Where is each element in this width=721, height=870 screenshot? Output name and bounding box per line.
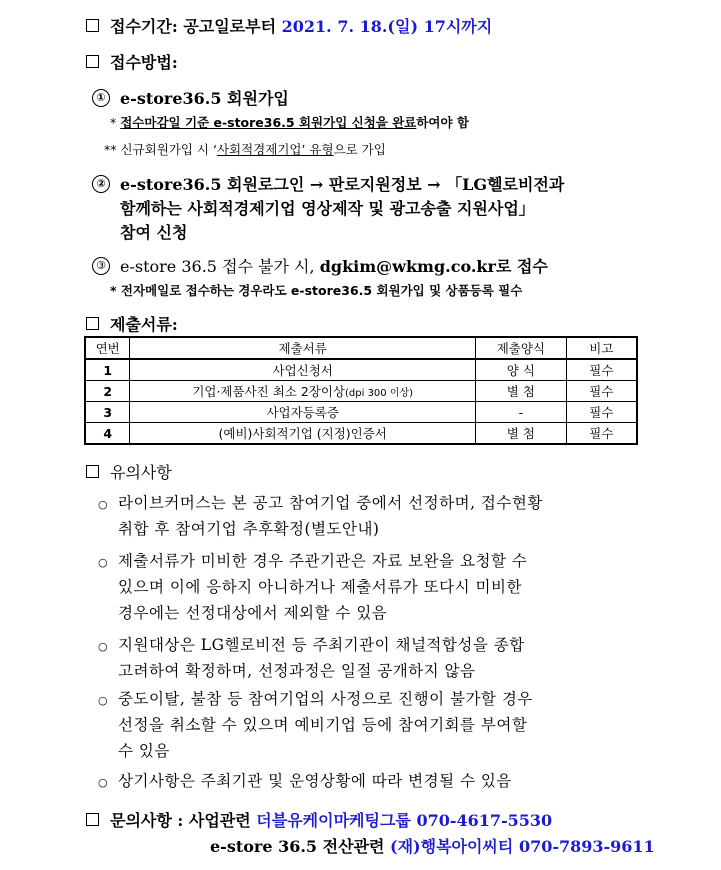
step1-note-2: ** 신규회원가입 시 ‘사회적경제기업’ 유형으로 가입 (104, 142, 386, 157)
bullet-circle-icon: ○ (98, 640, 108, 653)
bullet-circle-icon: ○ (98, 556, 108, 569)
bullet-circle-icon: ○ (98, 694, 108, 707)
checkbox-square-icon (86, 465, 99, 478)
contact-org-1: 더블유케이마케팅그룹 (256, 811, 411, 830)
method-label: 접수방법: (110, 53, 178, 72)
step2-line3: 참여 신청 (120, 223, 188, 242)
contact-phone-1: 070-4617-5530 (416, 811, 553, 830)
col-header-no: 연번 (85, 337, 130, 359)
deadline-label: 접수기간: (110, 17, 178, 36)
caution-item: 지원대상은 LG헬로비전 등 주최기관이 채널적합성을 종합 고려하여 확정하며, 선정과정은 일절 공개하지 않음 (118, 636, 525, 680)
section-cautions (86, 460, 172, 483)
table-row: 2 기업·제품사진 최소 2장이상(dpi 300 이상) 별 첨 필수 (85, 381, 637, 402)
method-step-3: ③ e-store 36.5 접수 불가 시, dgkim@wkmg.co.kr로 접수 (92, 254, 548, 277)
checkbox-square-icon (86, 55, 99, 68)
step1-note-underlined: 접수마감일 기준 e-store36.5 회원가입 신청을 완료 (120, 115, 417, 130)
method-step-2 (92, 172, 564, 195)
table-row: 4 (예비)사회적기업 (지정)인증서 별 첨 필수 (85, 423, 637, 445)
bullet-circle-icon: ○ (98, 498, 108, 511)
cautions-label: 유의사항 (110, 463, 172, 482)
circled-number-icon: ① (92, 89, 110, 107)
section-method (86, 50, 178, 73)
caution-item: 중도이탈, 불참 등 참여기업의 사정으로 진행이 불가할 경우 선정을 취소할 수 있으며 예비기업 등에 참여기회를 부여할 수 있음 (118, 690, 533, 760)
method-step-1 (92, 86, 289, 109)
contact-label: 문의사항 : (110, 811, 184, 830)
section-contact: 문의사항 : 사업관련 더블유케이마케팅그룹 070-4617-5530 (86, 808, 552, 831)
circled-number-icon: ③ (92, 257, 110, 275)
step2-line1: e-store36.5 회원로그인 → 판로지원정보 → 「LG헬로비전과 (120, 175, 565, 194)
col-header-note: 비고 (566, 337, 637, 359)
step1-text: e-store36.5 회원가입 (120, 89, 289, 108)
col-header-doc: 제출서류 (130, 337, 476, 359)
checkbox-square-icon (86, 813, 99, 826)
step2-line2: 함께하는 사회적경제기업 영상제작 및 광고송출 지원사업」 (120, 199, 535, 218)
step3-text: e-store 36.5 접수 불가 시, (120, 257, 315, 276)
caution-item: 제출서류가 미비한 경우 주관기관은 자료 보완을 요청할 수 있으며 이에 응하지 아니하거나 제출서류가 또다시 미비한 경우에는 선정대상에서 제외할 수 있음 (118, 552, 528, 622)
contact-org-2: (재)행복아이씨티 (390, 837, 514, 856)
table-row: 1 사업신청서 양 식 필수 (85, 359, 637, 381)
table-row: 3 사업자등록증 - 필수 (85, 402, 637, 423)
step1-note-1: * 접수마감일 기준 e-store36.5 회원가입 신청을 완료하여야 함 (110, 115, 470, 130)
caution-item: 라이브커머스는 본 공고 참여기업 중에서 선정하며, 접수현황 취합 후 참여기업 추후확정(별도안내) (118, 494, 543, 538)
contact-phone-2: 070-7893-9611 (518, 837, 655, 856)
deadline-date: 2021. 7. 18.(일) 17시까지 (281, 17, 493, 36)
checkbox-square-icon (86, 317, 99, 330)
section-deadline (86, 14, 492, 37)
deadline-lead: 공고일로부터 (183, 17, 277, 36)
documents-table (84, 336, 638, 445)
circled-number-icon: ② (92, 175, 110, 193)
table-header-row (85, 337, 637, 359)
col-header-form: 제출양식 (476, 337, 567, 359)
step1-note2-underlined: 사회적경제기업’ 유형 (216, 142, 334, 157)
caution-item: 상기사항은 주최기관 및 운영상황에 따라 변경될 수 있음 (118, 772, 512, 790)
checkbox-square-icon (86, 19, 99, 32)
contact-email-link[interactable]: dgkim@wkmg.co.kr (319, 257, 496, 276)
bullet-circle-icon: ○ (98, 776, 108, 789)
documents-label: 제출서류: (110, 315, 178, 334)
contact-row-2: e-store 36.5 전산관련 (재)행복아이씨티 070-7893-9611 (210, 837, 655, 856)
section-documents (86, 312, 178, 335)
step3-note: * 전자메일로 접수하는 경우라도 e-store36.5 회원가입 및 상품등록 필수 (110, 283, 523, 298)
